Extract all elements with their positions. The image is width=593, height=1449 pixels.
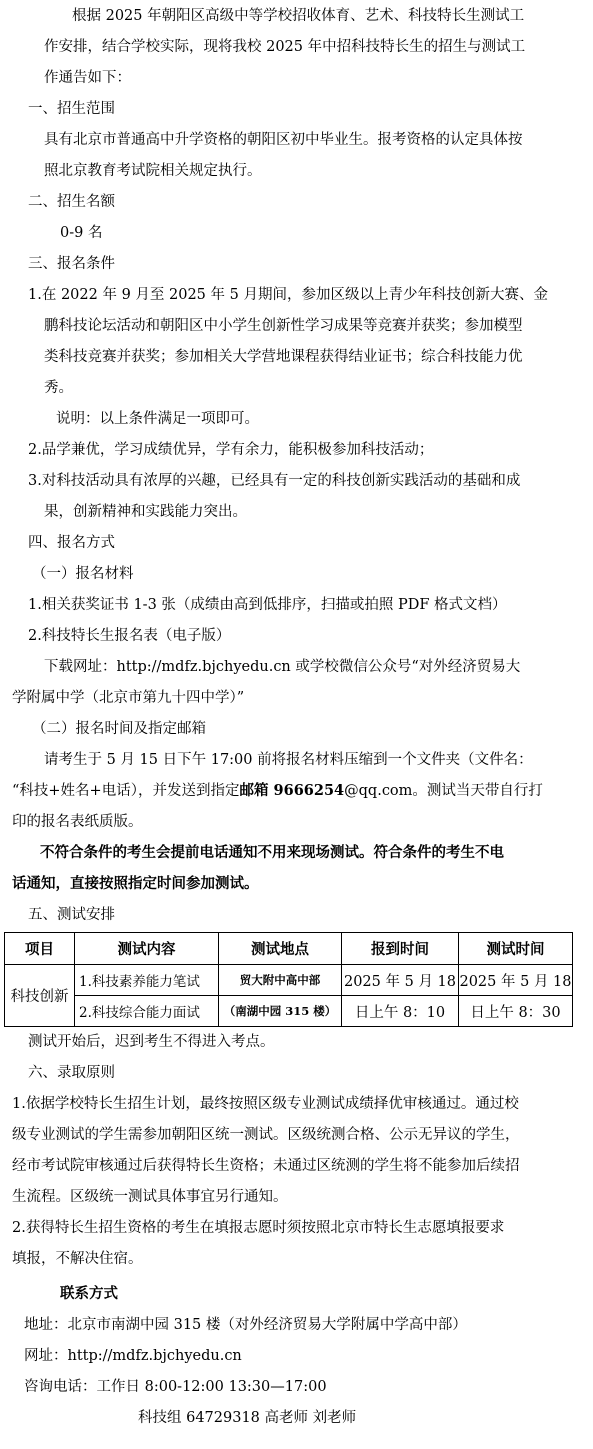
download-line-1: 下载网址：http://mdfz.bjchyedu.cn 或学校微信公众号“对外经济贸易大 (44, 659, 521, 675)
admission-2-line-1: 2.获得特长生招生资格的考生在填报志愿时须按照北京市特长生志愿填报要求 (12, 1220, 505, 1236)
cell-place-2: （南湖中园 315 楼） (219, 996, 342, 1027)
condition-2: 2.品学兼优，学习成绩优异，学有余力，能积极参加科技活动； (28, 442, 434, 458)
scope-text-line-1: 具有北京市普通高中升学资格的朝阳区初中毕业生。报考资格的认定具体按 (44, 132, 523, 148)
condition-1-line-2: 鹏科技论坛活动和朝阳区中小学生创新性学习成果等竞赛并获奖；参加模型 (44, 318, 523, 334)
warning-line-2: 话通知，直接按照指定时间参加测试。 (12, 875, 259, 892)
download-line-2: 学附属中学（北京市第九十四中学）” (12, 690, 245, 706)
section-scope-heading: 一、招生范围 (28, 101, 115, 117)
contact-hours: 咨询电话：工作日 8:00-12:00 13:30—17:00 (24, 1379, 327, 1395)
section-method-heading: 四、报名方式 (28, 535, 115, 551)
condition-1-line-1: 1.在 2022 年 9 月至 2025 年 5 月期间，参加区级以上青少年科技创新大赛、金 (28, 287, 548, 303)
time-line-2 (12, 781, 543, 801)
cell-checkin-2: 日上午 8：10 (342, 996, 459, 1027)
scope-text-line-2: 照北京教育考试院相关规定执行。 (44, 163, 262, 179)
admission-1-line-4: 生流程。区级统一测试具体事宜另行通知。 (12, 1189, 288, 1205)
cell-test-2: 日上午 8：30 (459, 996, 573, 1027)
condition-3-line-1: 3.对科技活动具有浓厚的兴趣，已经具有一定的科技创新实践活动的基础和成 (28, 473, 521, 489)
section-quota-heading: 二、招生名额 (28, 194, 115, 210)
table-row (5, 996, 573, 1027)
header-test-time: 测试时间 (459, 933, 573, 965)
schedule-table (4, 932, 573, 1027)
admission-2-line-2: 填报，不解决住宿。 (12, 1251, 143, 1267)
cell-place-1: 贸大附中高中部 (219, 965, 342, 996)
cell-content-2: 2.科技综合能力面试 (75, 996, 219, 1027)
condition-3-line-2: 果，创新精神和实践能力突出。 (44, 504, 247, 520)
material-2: 2.科技特长生报名表（电子版） (28, 628, 231, 644)
cell-project: 科技创新 (5, 965, 75, 1027)
schedule-header-row (5, 933, 573, 965)
time-line-2-end: @qq.com。测试当天带自行打 (344, 783, 543, 799)
cell-content-1: 1.科技素养能力笔试 (75, 965, 219, 996)
condition-note: 说明：以上条件满足一项即可。 (56, 411, 259, 427)
condition-1-line-4: 秀。 (44, 380, 73, 396)
table-row (5, 965, 573, 996)
time-line-2-start: “科技+姓名+电话），并发送到指定 (12, 783, 240, 799)
method-sub-time: （二）报名时间及指定邮箱 (32, 721, 206, 737)
intro-line-1: 根据 2025 年朝阳区高级中等学校招收体育、艺术、科技特长生测试工 (72, 8, 525, 24)
warning-line-1: 不符合条件的考生会提前电话通知不用来现场测试。符合条件的考生不电 (40, 844, 504, 861)
intro-line-2: 作安排，结合学校实际，现将我校 2025 年中招科技特长生的招生与测试工 (44, 39, 526, 55)
method-sub-materials: （一）报名材料 (32, 566, 134, 582)
cell-test-1: 2025 年 5 月 18 (459, 965, 573, 996)
admission-1-line-1: 1.依据学校特长生招生计划，最终按照区级专业测试成绩择优审核通过。通过校 (12, 1096, 519, 1112)
contact-heading: 联系方式 (60, 1285, 118, 1302)
header-place: 测试地点 (219, 933, 342, 965)
quota-value: 0-9 名 (60, 225, 103, 241)
time-line-1: 请考生于 5 月 15 日下午 17:00 前将报名材料压缩到一个文件夹（文件名： (44, 752, 533, 768)
contact-website: 网址：http://mdfz.bjchyedu.cn (24, 1348, 242, 1364)
material-1: 1.相关获奖证书 1-3 张（成绩由高到低排序，扫描或拍照 PDF 格式文档） (28, 597, 507, 613)
schedule-late-note: 测试开始后，迟到考生不得进入考点。 (28, 1034, 275, 1050)
header-checkin: 报到时间 (342, 933, 459, 965)
condition-1-line-3: 类科技竞赛并获奖；参加相关大学营地课程获得结业证书；综合科技能力优 (44, 349, 523, 365)
email-emphasis: 邮箱 9666254 (239, 782, 345, 799)
contact-group: 科技组 64729318 高老师 刘老师 (138, 1410, 357, 1426)
header-project: 项目 (5, 933, 75, 965)
cell-checkin-1: 2025 年 5 月 18 (342, 965, 459, 996)
header-content: 测试内容 (75, 933, 219, 965)
admission-1-line-3: 经市考试院审核通过后获得特长生资格；未通过区统测的学生将不能参加后续招 (12, 1158, 520, 1174)
admission-1-line-2: 级专业测试的学生需参加朝阳区统一测试。区级统测合格、公示无异议的学生， (12, 1127, 520, 1143)
time-line-3: 印的报名表纸质版。 (12, 814, 143, 830)
contact-address: 地址：北京市南湖中园 315 楼（对外经济贸易大学附属中学高中部） (24, 1317, 467, 1333)
section-conditions-heading: 三、报名条件 (28, 256, 115, 272)
intro-line-3: 作通告如下： (44, 70, 131, 86)
section-admission-heading: 六、录取原则 (28, 1065, 115, 1081)
section-schedule-heading: 五、测试安排 (28, 907, 115, 923)
